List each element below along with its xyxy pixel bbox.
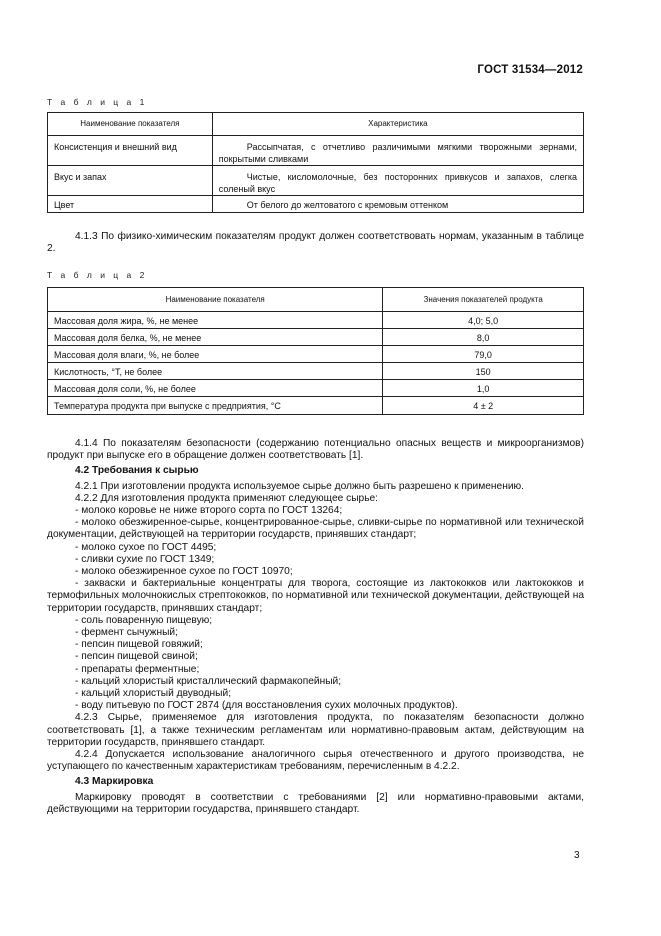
table2-header-row xyxy=(48,288,584,312)
paragraph-4-1-3: 4.1.3 По физико-химическим показателям продукт должен соответствовать нормам, указанным в таблице 2. xyxy=(47,231,584,255)
table1-cell-name: Цвет xyxy=(48,196,213,213)
table2-cell-name: Кислотность, °Т, не более xyxy=(48,363,383,380)
table2-cell-name: Массовая доля жира, %, не менее xyxy=(48,312,383,329)
paragraph-4-1-3-block xyxy=(47,231,584,255)
list-item: - закваски и бактериальные концентраты для творога, состоящие из лактококков или лактококков и термофильных молочнокислых стрептококков, по нормативной или технической документации, действующей на территории государств, принявших стандарт; xyxy=(47,578,584,614)
body-text xyxy=(47,438,584,816)
table1-cell-value: От белого до желтоватого с кремовым оттенком xyxy=(212,196,583,213)
paragraph-4-1-4: 4.1.4 По показателям безопасности (содержанию потенциально опасных веществ и микроорганизмов) продукт при выпуске его в обращение должен соответствовать [1]. xyxy=(47,438,584,462)
table2-cell-value: 4 ± 2 xyxy=(383,397,584,415)
list-item: - препараты ферментные; xyxy=(75,663,200,675)
table2-cell-name: Массовая доля влаги, %, не более xyxy=(48,346,383,363)
list-item: - кальций хлористый двуводный; xyxy=(75,688,232,700)
table1 xyxy=(47,112,584,213)
list-item: - молоко сухое по ГОСТ 4495; xyxy=(75,541,217,553)
list-item: - фермент сычужный; xyxy=(75,627,178,639)
list-item: - молоко обезжиренное сухое по ГОСТ 10970; xyxy=(75,566,293,578)
table-row xyxy=(48,136,584,166)
paragraph-4-2-2: 4.2.2 Для изготовления продукта применяют следующее сырье: xyxy=(75,492,378,504)
list-item: - сливки сухие по ГОСТ 1349; xyxy=(75,553,215,565)
list-item: - воду питьевую по ГОСТ 2874 (для восстановления сухих молочных продуктов). xyxy=(75,700,458,712)
table2-caption: Т а б л и ц а 2 xyxy=(47,270,148,280)
table1-cell-name: Вкус и запах xyxy=(48,166,213,196)
table1-header-name: Наименование показателя xyxy=(48,113,213,136)
table2-cell-name: Температура продукта при выпуске с предприятия, °С xyxy=(48,397,383,415)
table-row xyxy=(48,166,584,196)
table1-cell-value: Рассыпчатая, с отчетливо различимыми мягкими творожными зернами, покрытыми сливками xyxy=(212,136,583,166)
table-row xyxy=(48,312,584,329)
table1-caption: Т а б л и ц а 1 xyxy=(47,97,148,107)
list-item: - молоко коровье не ниже второго сорта по ГОСТ 13264; xyxy=(75,505,343,517)
table1-header-value: Характеристика xyxy=(212,113,583,136)
paragraph-4-2-3: 4.2.3 Сырье, применяемое для изготовления продукта, по показателям безопасности должно соответствовать [1], а также техническим регламентам или нормативно-правовым актам, действующим на территории государств, принявшего стандарт. xyxy=(47,712,584,748)
table1-header-row xyxy=(48,113,584,136)
section-heading-4-2: 4.2 Требования к сырью xyxy=(75,465,199,477)
document-code-header: ГОСТ 31534—2012 xyxy=(477,64,583,76)
list-item: - соль поваренную пищевую; xyxy=(75,614,213,626)
table2 xyxy=(47,287,584,415)
paragraph-4-3: Маркировку проводят в соответствии с требованиями [2] или нормативно-правовыми актами, действующими на территории государства, принявшего стандарт. xyxy=(47,791,584,815)
table2-header-name: Наименование показателя xyxy=(48,288,383,312)
list-item: - кальций хлористый кристаллический фармакопейный; xyxy=(75,675,342,687)
section-heading-4-3: 4.3 Маркировка xyxy=(75,776,154,788)
table-row xyxy=(48,380,584,397)
table1-cell-name: Консистенция и внешний вид xyxy=(48,136,213,166)
table2-cell-value: 79,0 xyxy=(383,346,584,363)
table1-cell-value: Чистые, кисломолочные, без посторонних привкусов и запахов, слегка соленый вкус xyxy=(212,166,583,196)
table-row xyxy=(48,196,584,213)
page-number: 3 xyxy=(574,850,580,861)
list-item: - пепсин пищевой свиной; xyxy=(75,651,198,663)
table2-cell-value: 150 xyxy=(383,363,584,380)
table2-cell-name: Массовая доля соли, %, не более xyxy=(48,380,383,397)
list-item: - молоко обезжиренное-сырье, концентрированное-сырье, сливки-сырье по нормативной или технической документации, действующей на территории государств, принявших стандарт; xyxy=(47,517,584,541)
table2-cell-value: 1,0 xyxy=(383,380,584,397)
paragraph-4-2-1: 4.2.1 При изготовлении продукта используемое сырье должно быть разрешено к применению. xyxy=(75,480,524,492)
paragraph-4-2-4: 4.2.4 Допускается использование аналогичного сырья отечественного и другого производства, не уступающего по качественным характеристикам требованиям, перечисленным в 4.2.2. xyxy=(47,749,584,773)
table2-cell-value: 8,0 xyxy=(383,329,584,346)
list-item: - пепсин пищевой говяжий; xyxy=(75,639,203,651)
table-row xyxy=(48,363,584,380)
table-row xyxy=(48,397,584,415)
table-row xyxy=(48,346,584,363)
table2-cell-value: 4,0; 5,0 xyxy=(383,312,584,329)
table2-cell-name: Массовая доля белка, %, не менее xyxy=(48,329,383,346)
table2-header-value: Значения показателей продукта xyxy=(383,288,584,312)
table-row xyxy=(48,329,584,346)
